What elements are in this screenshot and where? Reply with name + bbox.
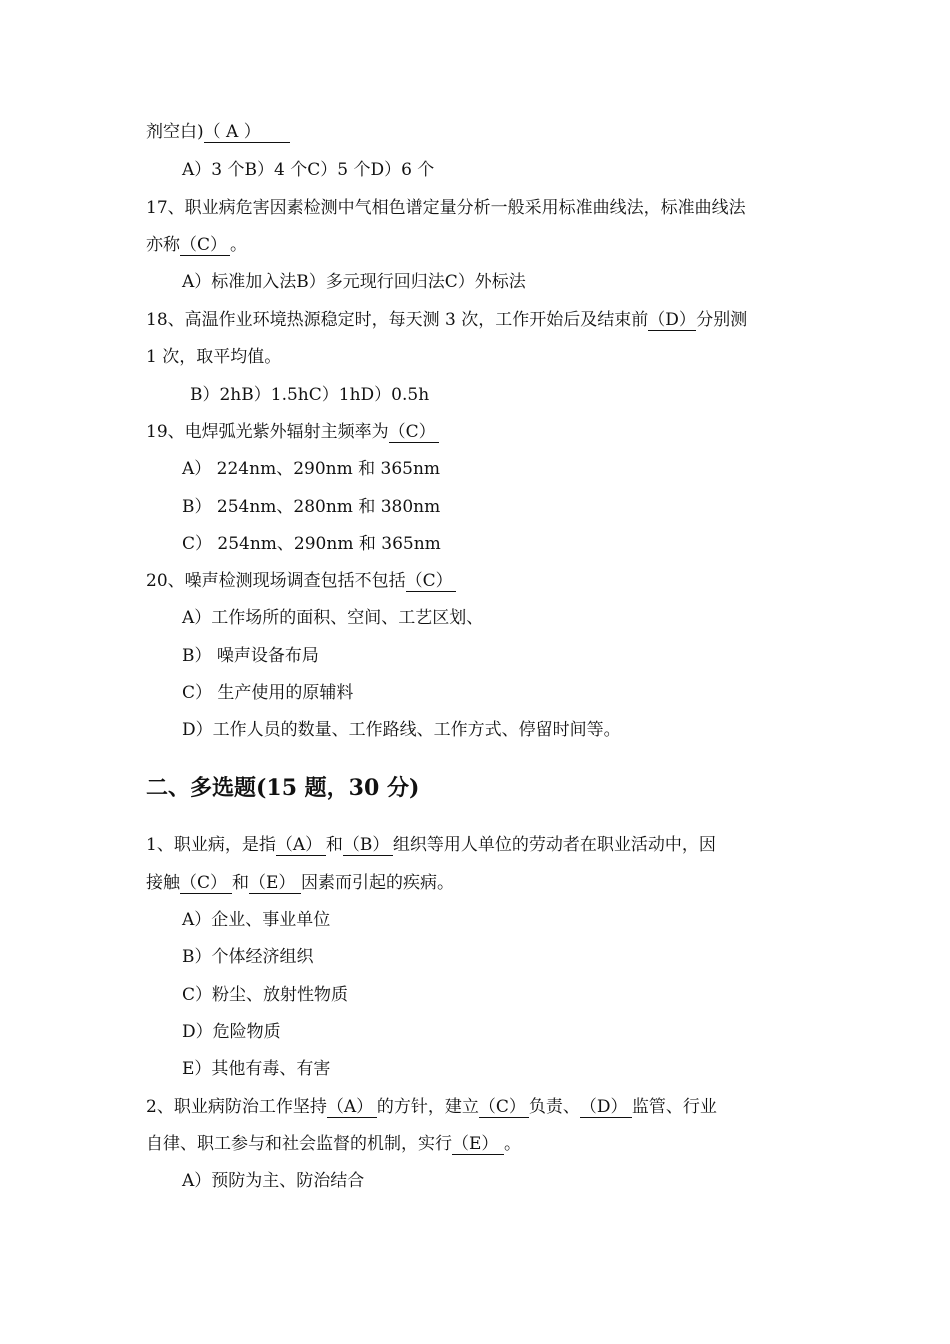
m2-text-b: 的方针，建立 <box>376 1097 479 1117</box>
q16-answer: （ A ） <box>204 122 290 143</box>
q20-stem-text: 20、噪声检测现场调查包括不包括 <box>146 571 406 591</box>
q17-options <box>182 270 526 294</box>
m1-text-b: 和 <box>325 835 343 855</box>
q17-stem-post: 。 <box>230 235 247 255</box>
m1-answer-b: （B） <box>343 835 393 856</box>
q19-option-c: C） 254nm、290nm 和 365nm <box>182 534 441 554</box>
q16-option-a: A）3 个 <box>182 160 245 180</box>
q20-option-b: B） 噪声设备布局 <box>182 646 319 666</box>
q19-stem <box>146 420 439 444</box>
m2-answer-c: （C） <box>479 1097 529 1118</box>
q16-continuation <box>146 120 290 144</box>
q17-stem-line2 <box>146 233 247 257</box>
m2-answer-e: （E） <box>452 1134 504 1155</box>
m1-stem-line1 <box>146 833 716 857</box>
m1-option-c: C）粉尘、放射性物质 <box>182 985 349 1005</box>
q20-answer: （C） <box>406 571 456 592</box>
q16-option-d: D）6 个 <box>370 160 435 180</box>
m1-text-e: 和 <box>232 873 249 893</box>
m2-stem-line2 <box>146 1132 521 1156</box>
q18-option-c: C）1h <box>308 385 361 405</box>
m2-text-f: 。 <box>504 1134 521 1154</box>
q17-option-c: C）外标法 <box>444 272 526 292</box>
q17-stem-line1: 17、职业病危害因素检测中气相色谱定量分析一般采用标准曲线法，标准曲线法 <box>146 198 746 218</box>
q18-stem-pre: 18、高温作业环境热源稳定时，每天测 3 次，工作开始后及结束前 <box>146 310 649 330</box>
q16-option-b: B）4 个 <box>244 160 308 180</box>
m1-answer-c: （C） <box>180 873 232 894</box>
q20-stem <box>146 569 456 593</box>
q20-option-c: C） 生产使用的原辅料 <box>182 683 354 703</box>
section-heading: 二、多选题(15 题，30 分) <box>146 775 420 801</box>
q20-option-a: A）工作场所的面积、空间、工艺区划、 <box>182 608 484 628</box>
m1-option-d: D）危险物质 <box>182 1022 281 1042</box>
q19-stem-text: 19、电焊弧光紫外辐射主频率为 <box>146 422 389 442</box>
q18-option-b2: B）1.5h <box>241 385 309 405</box>
q17-answer: （C） <box>180 235 230 256</box>
q17-option-a: A）标准加入法 <box>182 272 297 292</box>
m2-text-e: 自律、职工参与和社会监督的机制，实行 <box>146 1134 452 1154</box>
m2-option-a: A）预防为主、防治结合 <box>182 1171 365 1191</box>
q18-stem-line1 <box>146 308 747 332</box>
m1-option-a: A）企业、事业单位 <box>182 910 331 930</box>
q17-option-b: B）多元现行回归法 <box>296 272 445 292</box>
m2-text-c: 负责、 <box>528 1097 580 1117</box>
q18-stem-post: 分别测 <box>696 310 748 330</box>
q20-option-d: D）工作人员的数量、工作路线、工作方式、停留时间等。 <box>182 720 621 740</box>
m1-text-c: 组织等用人单位的劳动者在职业活动中，因 <box>392 835 716 855</box>
m2-answer-d: （D） <box>580 1097 632 1118</box>
q16-cont-text: 剂空白) <box>146 122 204 142</box>
q19-answer: （C） <box>389 422 439 443</box>
m1-option-e: E）其他有毒、有害 <box>182 1059 331 1079</box>
q18-option-b1: B）2h <box>190 385 242 405</box>
q18-answer: （D） <box>648 310 696 330</box>
q18-stem-line2: 1 次，取平均值。 <box>146 347 282 367</box>
m1-option-b: B）个体经济组织 <box>182 947 314 967</box>
m1-answer-e: （E） <box>249 873 301 894</box>
m1-text-f: 因素而引起的疾病。 <box>301 873 454 893</box>
q19-option-a: A） 224nm、290nm 和 365nm <box>182 459 441 479</box>
q17-stem-pre: 亦称 <box>146 235 180 255</box>
q19-option-b: B） 254nm、280nm 和 380nm <box>182 497 441 517</box>
q18-options <box>190 383 429 407</box>
q18-option-d: D）0.5h <box>360 385 430 405</box>
m1-stem-line2 <box>146 871 454 895</box>
m2-text-d: 监管、行业 <box>631 1097 717 1117</box>
m1-text-d: 接触 <box>146 873 180 893</box>
m2-answer-a: （A） <box>327 1097 377 1118</box>
q16-option-c: C）5 个 <box>307 160 371 180</box>
m2-text-a: 2、职业病防治工作坚持 <box>146 1097 327 1117</box>
q16-options <box>182 158 434 182</box>
m1-text-a: 1、职业病，是指 <box>146 835 276 855</box>
m1-answer-a: （A） <box>276 835 326 856</box>
m2-stem-line1 <box>146 1095 717 1119</box>
